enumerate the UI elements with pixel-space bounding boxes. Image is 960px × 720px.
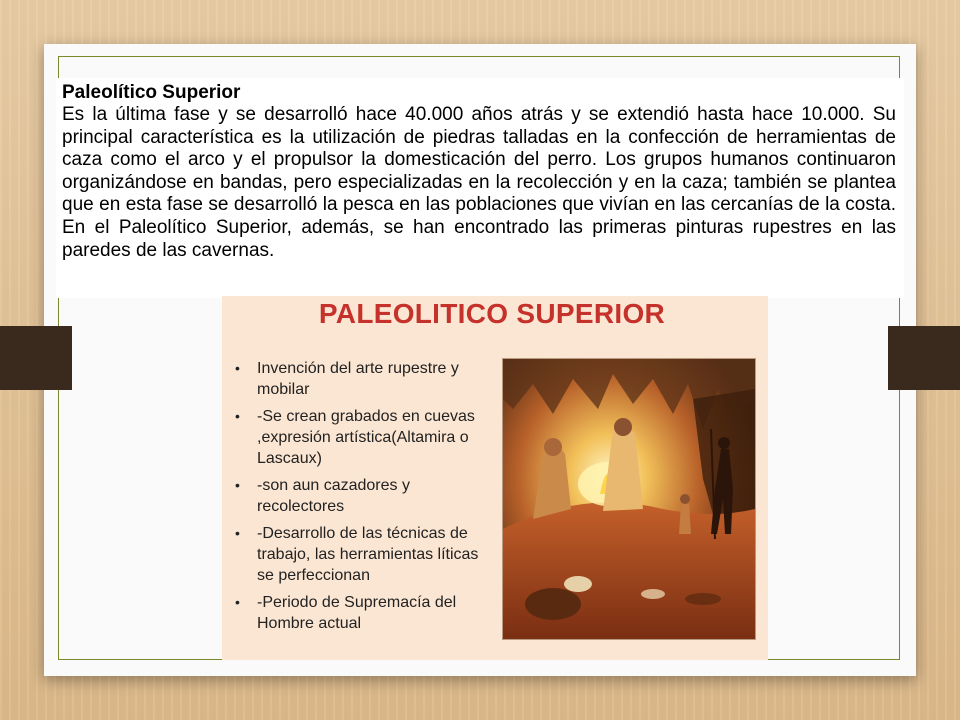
bullet-icon: •	[235, 360, 240, 376]
list-item	[232, 592, 494, 634]
bullet-text: -Desarrollo de las técnicas de trabajo, las herramientas líticas se perfeccionan	[257, 525, 479, 584]
text-card	[56, 78, 904, 298]
cave-scene-illustration	[503, 359, 755, 639]
bullet-text: Invención del arte rupestre y mobilar	[257, 360, 459, 398]
bullet-icon: •	[235, 408, 240, 424]
text-card-heading: Paleolítico Superior	[62, 82, 241, 103]
bullet-icon: •	[235, 594, 240, 610]
list-item	[232, 406, 494, 469]
bullet-list	[232, 358, 494, 640]
list-item	[232, 523, 494, 586]
right-decor-tab	[888, 326, 960, 390]
bullet-icon: •	[235, 477, 240, 493]
list-item	[232, 475, 494, 517]
list-item	[232, 358, 494, 400]
left-decor-tab	[0, 326, 72, 390]
embedded-slide	[222, 296, 768, 660]
bullet-icon: •	[235, 525, 240, 541]
bullet-text: -Se crean grabados en cuevas ,expresión artística(Altamira o Lascaux)	[257, 408, 475, 467]
text-card-body: Es la última fase y se desarrolló hace 40.000 años atrás y se extendió hasta hace 10.000. Su principal característica es la utilización de piedras talladas en la confección de herramientas de caza como el arco y el propulsor la domesticación del perro. Los grupos humanos continuaron organizándose en bandas, pero especializadas en la recolección y en la caza; también se plantea que en esta fase se desarrolló la pesca en las poblaciones que vivían en las cercanías de la costa. En el Paleolítico Superior, además, se han encontrado las primeras pinturas rupestres en las paredes de las cavernas.	[62, 104, 896, 261]
bullet-text: -son aun cazadores y recolectores	[257, 477, 410, 515]
slide-title: PALEOLITICO SUPERIOR	[318, 298, 666, 329]
cave-scene-image	[502, 358, 756, 640]
bullet-text: -Periodo de Supremacía del Hombre actual	[257, 594, 457, 632]
